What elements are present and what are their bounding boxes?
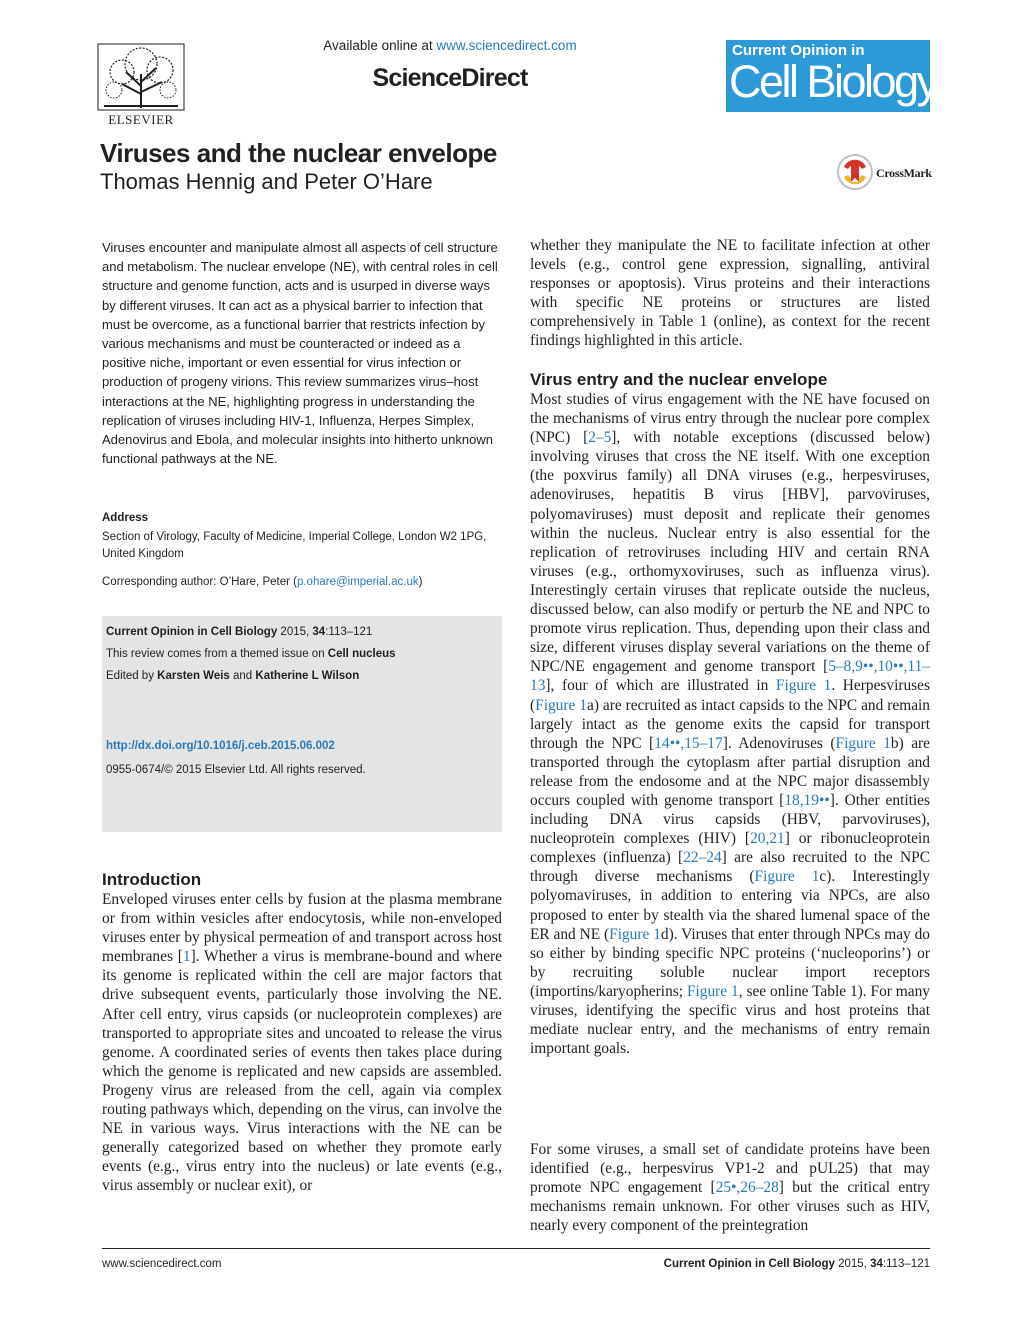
journal-logo-small: Current Opinion in [732,42,865,59]
ref-link[interactable]: 2–5 [588,429,612,447]
elsevier-tree-icon [96,42,186,112]
ref-link[interactable]: 1 [182,948,191,966]
sciencedirect-link[interactable]: www.sciencedirect.com [436,38,577,53]
editors: Edited by Karsten Weis and Katherine L Wilson [106,670,360,682]
author-email-link[interactable]: p.ohare@imperial.ac.uk [296,576,419,588]
footer-website[interactable]: www.sciencedirect.com [102,1258,222,1270]
figure-link[interactable]: Figure 1 [686,982,739,1000]
article-authors: Thomas Hennig and Peter O’Hare [100,169,433,194]
journal-citation: Current Opinion in Cell Biology 2015, 34:113–121 [106,626,373,638]
crossmark-icon [836,153,874,191]
article-title: Viruses and the nuclear envelope [100,138,497,168]
copyright: 0955-0674/© 2015 Elsevier Ltd. All rights reserved. [106,764,366,776]
virus-entry-heading: Virus entry and the nuclear envelope [530,370,828,389]
crossmark-label: CrossMark [876,166,932,180]
intro-continued: whether they manipulate the NE to facilitate infection at other levels (e.g., control gene expression, signalling, antiviral responses or apoptosis). Virus proteins and their interactions with specific NE proteins or structures are listed comprehensively in Table 1 (online), as context for the recent findings highlighted in this article. [530,237,930,350]
corresponding-author: Corresponding author: O’Hare, Peter (p.ohare@imperial.ac.uk) [102,576,423,588]
doi-link[interactable]: http://dx.doi.org/10.1016/j.ceb.2015.06.002 [106,740,335,752]
introduction-heading: Introduction [102,870,202,889]
crossmark-badge[interactable] [836,153,936,193]
ref-link[interactable]: 20,21 [750,830,785,848]
footer-divider [102,1248,930,1249]
virus-entry-text: Most studies of virus engagement with the NE have focused on the mechanisms of virus entry through the nuclear pore complex (NPC) [2–5], with notable exceptions (discussed below) involving viruses that cross the NE itself. With one exception (the poxvirus family) all DNA viruses (e.g., herpesviruses, adenoviruses, hepatitis B virus [HBV], parvoviruses, polyomaviruses) must deposit and replicate their genomes within the nucleus. Nuclear entry is also essential for the replication of retroviruses including HIV and certain RNA viruses (e.g., orthomyxoviruses, such as influenza virus). Interestingly certain viruses that replicate outside the nucleus, discussed below, can also modify or perturb the NE and NPC to promote virus replication. Thus, depending upon their class and size, different viruses display several variations on the theme of NPC/NE engagement and genome transport [5–8,9••,10••,11–13], four of which are illustrated in Figure 1. Herpesviruses (Figure 1a) are recruited as intact capsids to the NPC and remain largely intact as the genome exits the capsid for transport through the NPC [14••,15–17]. Adenoviruses (Figure 1b) are transported through the cytoplasm after partial disruption and release from the endosome and at the NPC major disassembly occurs coupled with genome transport [18,19••]. Other entities including DNA virus capsids (HBV, parvoviruses), nucleoprotein complexes (HIV) [20,21] or ribonucleoprotein complexes (influenza) [22–24] are also recruited to the NPC through diverse mechanisms (Figure 1c). Interestingly polyomaviruses, in addition to entering via NPCs, are also proposed to enter by stealth via the shared lumenal space of the ER and NE (Figure 1d). Viruses that enter through NPCs may do so either by binding specific NPC proteins (‘nucleoporins’) or by recruiting soluble nuclear import receptors (importins/karyopherins; Figure 1, see online Table 1). For many viruses, identifying the specific virus and host proteins that mediate nuclear entry, and the mechanisms of entry remain important goals. [530,391,931,1058]
journal-logo-big: Cell Biology [729,56,937,107]
available-online: Available online at www.sciencedirect.com [323,38,577,53]
sciencedirect-wordmark: ScienceDirect [372,64,528,92]
figure-link[interactable]: Figure 1 [754,868,820,886]
themed-issue: This review comes from a themed issue on Cell nucleus [106,648,396,660]
candidate-proteins-text: For some viruses, a small set of candidate proteins have been identified (e.g., herpesvirus VP1-2 and pUL25) that may promote NPC engagement [25•,26–28] but the critical entry mechanisms remain unknown. For other viruses such as HIV, nearly every component of the preintegration [530,1141,930,1235]
ref-link[interactable]: 14••,15–17 [654,734,723,752]
address-heading: Address [102,512,149,524]
introduction-text: Enveloped viruses enter cells by fusion at the plasma membrane or from within vesicles after endocytosis, while non-enveloped viruses enter by physical permeation of and transport across host membranes [1]. Whether a virus is membrane-bound and where its genome is replicated within the cell are major factors that drive subsequent events, particularly those involving the NE. After cell entry, virus capsids (or nucleoprotein complexes) are transported to appropriate sites and uncoated to release the virus genome. A coordinated series of events then takes place during which the genome is replicated and new capsids are assembled. Progeny virus are released from the cell, again via complex routing pathways which, depending on the virus, can involve the NE in various ways. Virus interactions with the NE can be generally categorized based on whether they promote early events (e.g., virus entry into the nucleus) or late events (e.g., virus assembly or nuclear exit), or [102,891,502,1195]
figure-link[interactable]: Figure 1 [609,925,661,943]
ref-link[interactable]: 18,19•• [784,791,830,809]
journal-logo [726,40,937,112]
abstract: Viruses encounter and manipulate almost all aspects of cell structure and metabolism. The nuclear envelope (NE), with central roles in cell structure and genome function, acts and is usurped in diverse ways by different viruses. It can act as a physical barrier to infection that must be overcome, as a functional barrier that restricts infection by various mechanisms and must be counteracted or indeed as a positive niche, important or even essential for virus infection or production of progeny virions. This review summarizes virus–host interactions at the NE, highlighting progress in understanding the replication of viruses including HIV-1, Influenza, Herpes Simplex, Adenovirus and Ebola, and molecular insights into hitherto unknown functional pathways at the NE. [102,240,498,467]
ref-link[interactable]: 22–24 [683,849,722,867]
address: Section of Virology, Faculty of Medicine, Imperial College, London W2 1PG, United Kingdom [102,531,487,560]
elsevier-wordmark: ELSEVIER [108,112,174,127]
article-info-box [102,616,502,832]
figure-link[interactable]: Figure 1 [535,696,587,714]
figure-link[interactable]: Figure 1 [835,734,891,752]
footer-citation: Current Opinion in Cell Biology 2015, 34:113–121 [663,1258,930,1270]
ref-link[interactable]: 25•,26–28 [715,1179,779,1197]
elsevier-logo [96,42,186,128]
figure-link[interactable]: Figure 1 [775,677,832,695]
ref-link[interactable]: 5–8,9••,10••,11–13 [530,658,930,695]
